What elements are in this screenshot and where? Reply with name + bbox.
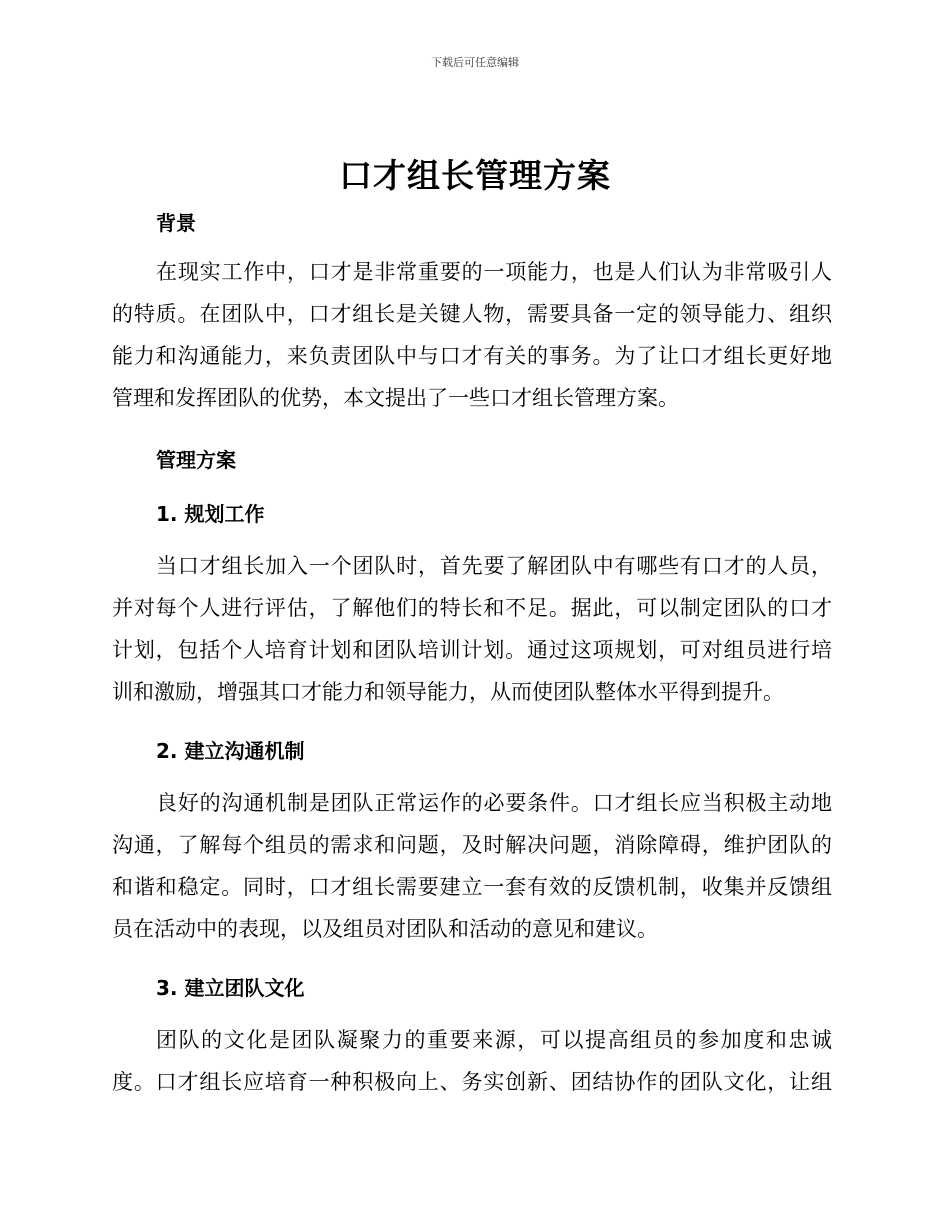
paragraph-line: 管理和发挥团队的优势，本文提出了一些口才组长管理方案。	[112, 386, 679, 410]
paragraph-line: 计划，包括个人培育计划和团队培训计划。通过这项规划，可对组员进行培	[112, 638, 832, 662]
heading-item-1: 1. 规划工作	[156, 502, 265, 526]
paragraph-line: 在现实工作中，口才是非常重要的一项能力，也是人们认为非常吸引人	[156, 260, 832, 284]
paragraph-line: 训和激励，增强其口才能力和领导能力，从而使团队整体水平得到提升。	[112, 680, 784, 704]
paragraph-line: 沟通，了解每个组员的需求和问题，及时解决问题，消除障碍，维护团队的	[112, 833, 832, 857]
paragraph-line: 能力和沟通能力，来负责团队中与口才有关的事务。为了让口才组长更好地	[112, 344, 832, 368]
paragraph-item-1	[112, 545, 832, 713]
paragraph-line: 度。口才组长应培育一种积极向上、务实创新、团结协作的团队文化，让组	[112, 1070, 832, 1094]
paragraph-line: 团队的文化是团队凝聚力的重要来源，可以提高组员的参加度和忠诚	[156, 1028, 832, 1052]
page-header-note: 下载后可任意编辑	[431, 56, 519, 69]
paragraph-line: 员在活动中的表现，以及组员对团队和活动的意见和建议。	[112, 917, 658, 941]
paragraph-line: 当口才组长加入一个团队时，首先要了解团队中有哪些有口才的人员，	[156, 554, 832, 578]
heading-background: 背景	[156, 211, 196, 235]
paragraph-item-3	[112, 1019, 832, 1103]
heading-item-2: 2. 建立沟通机制	[156, 739, 305, 763]
paragraph-line: 并对每个人进行评估，了解他们的特长和不足。据此，可以制定团队的口才	[112, 596, 832, 620]
heading-item-3: 3. 建立团队文化	[156, 976, 305, 1000]
paragraph-line: 良好的沟通机制是团队正常运作的必要条件。口才组长应当积极主动地	[156, 791, 832, 815]
paragraph-item-2	[112, 782, 832, 950]
paragraph-background	[112, 251, 832, 419]
document-title: 口才组长管理方案	[339, 156, 611, 195]
paragraph-line: 的特质。在团队中，口才组长是关键人物，需要具备一定的领导能力、组织	[112, 302, 832, 326]
heading-management-plan: 管理方案	[156, 448, 236, 472]
paragraph-line: 和谐和稳定。同时，口才组长需要建立一套有效的反馈机制，收集并反馈组	[112, 875, 832, 899]
